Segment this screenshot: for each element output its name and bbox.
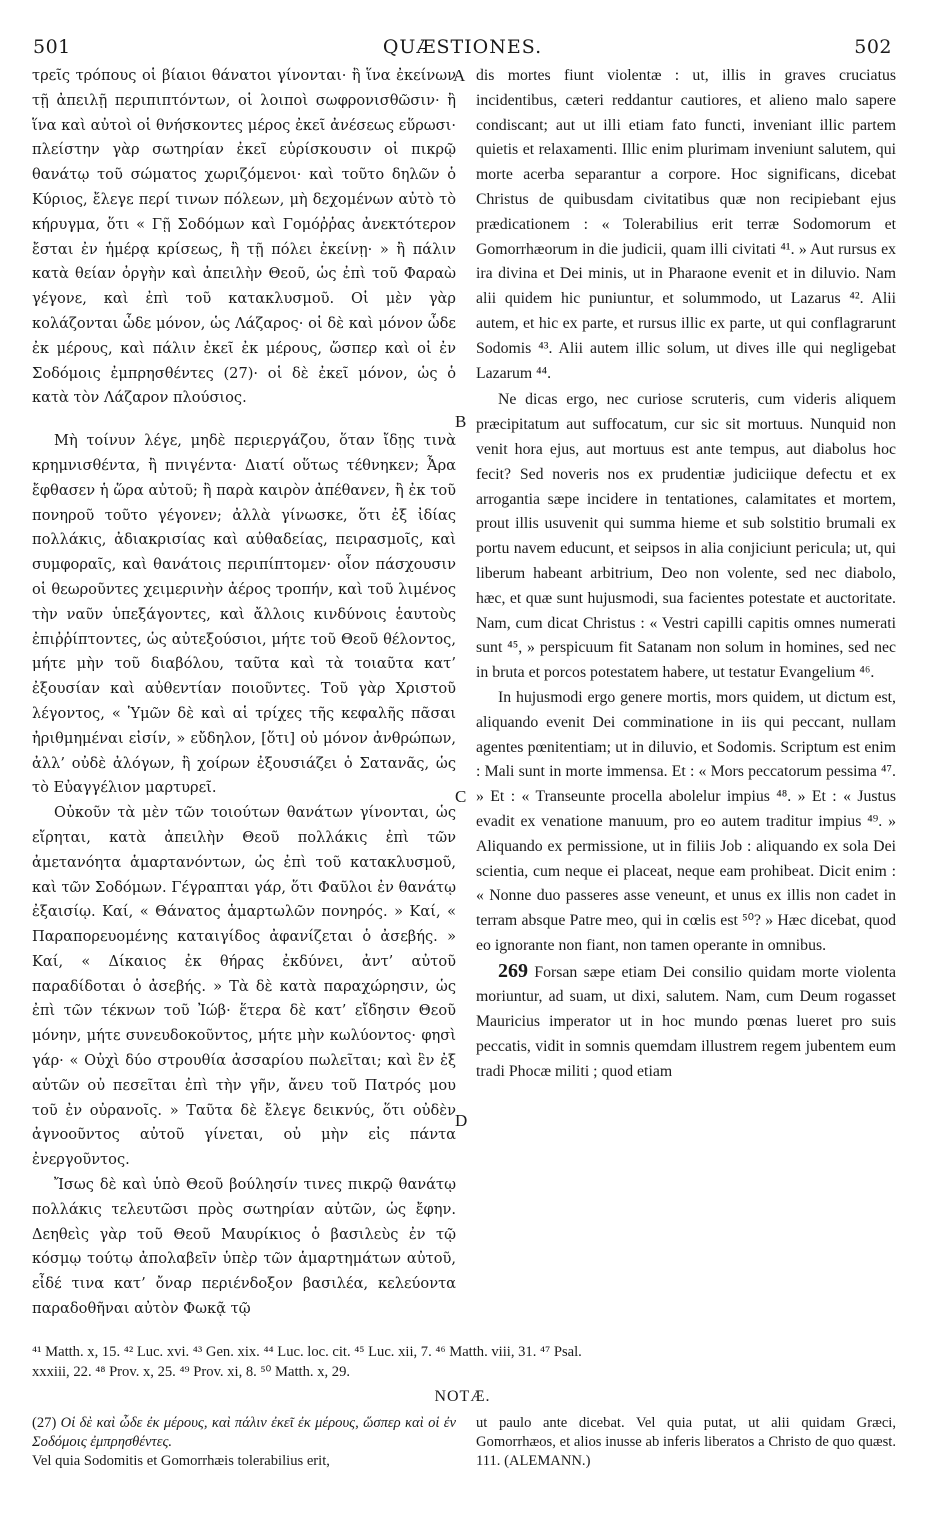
latin-paragraph-3: In hujusmodi ergo genere mortis, mors quidem, ut dictum est, aliquando evenit Dei comminatione in iis qui peccant, nullam agentes pœnitentiam; ut in diluvio, et Sodomis. Scriptum est enim : Mali sunt in morte immensa. Et : « Mors peccatorum pessima ⁴⁷. » Et : « Transeunte procella abolelur impius ⁴⁸. » Et : « Justus evadit ex venatione manuum, pro eo autem traditur impius ⁴⁹. » Aliquando ex permissione, ut in filiis Job : aliquando ex sola Dei scientia, cum neque ei placeat, neque eam prohibeat. Dicit enim : « Nonne duo passeres asse veneunt, et unus ex illis non cadet in terram absque Patre meo, qui in cœlis est ⁵⁰? » Hæc dicebat, quod eo ignorante non fiant, non tamen operante in omnibus.: [476, 688, 896, 954]
greek-paragraph-2: Μὴ τοίνυν λέγε, μηδὲ περιεργάζου, ὅταν ἴδῃς τινὰ κρημνισθέντα, ἢ πνιγέντα· Διατί οὕτως τέθνηκεν; Ἆρα ἔφθασεν ἡ ὥρα αὐτοῦ; ἢ παρὰ καιρὸν ἀπέθανεν, ἢ ἐκ τοῦ πονηροῦ τοῦτο γέγονεν; ἀλλὰ γίνωσκε, ὅτι ἐξ ἰδίας πολλάκις, ἀδιακρισίας καὶ αὐθαδείας, πειρασμοῖς, καὶ συμφοραῖς, καὶ θανάτοις περιπίπτομεν· οἷον πάσχουσιν οἱ θεωροῦντες χειμερινὴν ἀέρος τροπήν, καὶ τοῦ λιμένος τὴν ναῦν ὑπεξάγοντες, καὶ ἄλλοις κινδύνοις ἑαυτοὺς ἐπιῤῥίπτοντες, ὡς αὐτεξούσιοι, μήτε τοῦ Θεοῦ θέλοντος, μήτε μὴν τοῦ διαβόλου, ταῦτα καὶ τὰ τοιαῦτα κατ’ ἐξουσίαν καὶ αὐθεντίαν ποιοῦντες. Τοῦ γὰρ Χριστοῦ λέγοντος, « Ὑμῶν δὲ καὶ αἱ τρίχες τῆς κεφαλῆς πᾶσαι ἠριθμημέναι εἰσίν, » εὔδηλον, [ὅτι] οὐ μόνον ἀνθρώπων, ἀλλ’ οὐδὲ ἀλόγων, ἢ χοίρων ἐξουσιάζει ὁ Σατανᾶς, ὡς τὸ Εὐαγγέλιον μαρτυρεῖ.: [32, 432, 456, 797]
latin-paragraph-4-text: Forsan sæpe etiam Dei consilio quidam morte violenta moriuntur, ad suam, ut dixi, salutem. Nam, cum Deum rogasset Mauricius imperator ut in hoc mundo pœnas lueret pro suis peccatis, vidit in somnis quemdam illustrem regem jubentem eum tradi Phocæ militi ; quod etiam: [476, 963, 896, 1080]
note-number: (27): [32, 1415, 57, 1431]
greek-paragraph-1: τρεῖς τρόπους οἱ βίαιοι θάνατοι γίνονται· ἢ ἵνα ἐκείνων τῇ ἀπειλῇ περιπιπτόντων, οἱ λοιποὶ σωφρονισθῶσιν· ἢ ἵνα καὶ αὐτοὶ οἱ θνήσκοντες μέρος ἐκεῖ ἀνέσεως εὕρωσι· πλείστην γὰρ σωτηρίαν ἐκεῖ εὑρίσκουσιν οἱ πικρῷ θανάτῳ τοῦ σώματος χωριζόμενοι· καὶ τοῦτο δηλῶν ὁ Κύριος, ἔλεγε περί τινων πόλεων, μὴ δεχομένων αὐτὸ τὸ κήρυγμα, ὅτι « Γῇ Σοδόμων καὶ Γομόῤῥας ἀνεκτότερον ἔσται ἐν ἡμέρᾳ κρίσεως, ἢ τῇ πόλει ἐκείνῃ· » ἢ πάλιν κατὰ θείαν ὀργὴν καὶ ἀπειλὴν Θεοῦ, ὡς ἐπὶ τοῦ Φαραὼ γέγονε, καὶ ἐπὶ τοῦ κατακλυσμοῦ. Οἱ μὲν γὰρ κολάζονται ὧδε μόνον, ὡς Λάζαρος· οἱ δὲ καὶ μόνον ὧδε ἐκ μέρους, καὶ πάλιν ἐκεῖ ἐκ μέρους, ὥσπερ καὶ οἱ ἐν Σοδόμοις ἐμπρησθέντες (27)· οἱ δὲ ἐκεῖ μόνον, ὡς ὁ κατὰ τὸν Λάζαρον πλούσιος.: [32, 67, 456, 407]
greek-column: [32, 64, 456, 1322]
note-right-text: ut paulo ante dicebat. Vel quia putat, ut alii quidam Græci, Gomorrhæos, et alios inusse ab inferis liberatos a Christo de quo quæst. 111. (ALEMANN.): [476, 1415, 896, 1469]
column-number-right: 502: [854, 36, 892, 58]
column-number-left: 501: [33, 36, 71, 58]
footnote-line-2: xxxiii, 22. ⁴⁸ Prov. x, 25. ⁴⁹ Prov. xi, 8. ⁵⁰ Matth. x, 29.: [32, 1364, 351, 1380]
section-marker-a: A: [453, 66, 466, 85]
footnote-line-1: ⁴¹ Matth. x, 15. ⁴² Luc. xvi. ⁴³ Gen. xix. ⁴⁴ Luc. loc. cit. ⁴⁵ Luc. xii, 7. ⁴⁶ Matth. viii, 31. ⁴⁷ Psal.: [32, 1344, 582, 1360]
latin-paragraph-1: dis mortes fiunt violentæ : ut, illis in graves cruciatus incidentibus, cæteri reddantur cautiores, et alieno malo sapere condiscant; aut ut illi etiam fato functi, inveniant illic partem quietis et relaxamenti. Illic enim plurimam inveniunt salutem, qui morte acerba separantur a corpore. Hoc significans, dicebat Christus de quibusdam civitatibus quæ non recipiebant ejus prædicationem : « Tolerabilius erit terræ Sodomorum et Gomorrhæorum in die judicii, quam illi civitati ⁴¹. » Aut rursus ex ira divina et Dei minis, ut in Pharaone evenit et in diluvio. Nam alii quidem hic puniuntur, et solummodo, ut Lazarus ⁴². Alii autem, et hic ex parte, et rursus illic ex parte, ut qui conflagrarunt Sodomis ⁴³. Alii autem illic solum, ut dives ille qui negligebat Lazarum ⁴⁴.: [476, 67, 896, 382]
footnotes: [32, 1342, 894, 1382]
note-right: [476, 1414, 896, 1471]
section-marker-c: C: [455, 787, 467, 806]
note-left-latin: Vel quia Sodomitis et Gomorrhæis tolerabilius erit,: [32, 1453, 330, 1469]
latin-paragraph-4: [476, 959, 896, 1085]
latin-paragraph-2: Ne dicas ergo, nec curiose scruteris, cum videris aliquem præcipitatum aut suffocatum, cur sic sit mortuus. Nunquid non venit hora ejus, aut mortuus est ante tempus, aut diabolus hoc fecit? Sed noveris nos ex prudentiæ judiciique defectu et ex arrogantia sæpe incidere in tentationes, calamitates et mortem, prout illis usuvenit qui summa hieme et sub solstitio brumali ex portu navem educunt, et seipsos in alia conjiciunt pericula; ut, qui liberum habeant arbitrium, Deo non volente, sed nec diabolo, hæc, et quæ sunt hujusmodi, sua facientes potestate et auctoritate. Nam, cum dicat Christus : « Vestri capilli capitis omnes numerati sunt ⁴⁵, » perspicuum fit Satanam non solum in homines, sed nec in bruta et porcos potestatem habere, ut testatur Evangelium ⁴⁶.: [476, 391, 896, 682]
running-title: QUÆSTIONES.: [382, 36, 543, 58]
section-marker-d: D: [455, 1111, 468, 1130]
section-marker-b: B: [455, 412, 467, 431]
note-greek-quote: Οἱ δὲ καὶ ὧδε ἐκ μέρους, καὶ πάλιν ἐκεῖ ἐκ μέρους, ὥσπερ καὶ οἱ ἐν Σοδόμοις ἐμπρησθέντες.: [32, 1415, 456, 1450]
notes-heading: NOTÆ.: [434, 1388, 491, 1405]
greek-paragraph-3: Οὐκοῦν τὰ μὲν τῶν τοιούτων θανάτων γίνονται, ὡς εἴρηται, κατὰ ἀπειλὴν Θεοῦ πολλάκις ἐπὶ τῶν ἀμετανόητα ἁμαρτανόντων, ὡς ἐπὶ τοῦ κατακλυσμοῦ, καὶ τῶν Σοδόμων. Γέγραπται γάρ, ὅτι Φαῦλοι ἐν θανάτῳ ἐξαισίῳ. Καί, « Θάνατος ἁμαρτωλῶν πονηρός. » Καί, « Παραπορευομένης καταιγίδος ἀφανίζεται ὁ ἀσεβής. » Καί, « Δίκαιος ἐκ θήρας ἐκδύνει, ἀντ’ αὐτοῦ παραδίδοται ὁ ἀσεβής. » Τὰ δὲ κατὰ παραχώρησιν, ὡς ἐπὶ τῶν τέκνων τοῦ Ἰώβ· ἕτερα δὲ κατ’ εἴδησιν Θεοῦ μόνην, μήτε συνευδοκοῦντος, μήτε μὴν κωλύοντος· φησὶ γάρ· « Οὐχὶ δύο στρουθία ἀσσαρίου πωλεῖται; καὶ ἓν ἐξ αὐτῶν οὐ πεσεῖται ἐπὶ τὴν γῆν, ἄνευ τοῦ Πατρός μου τοῦ ἐν οὐρανοῖς. » Ταῦτα δὲ ἔλεγε δεικνύς, ὅτι οὐδὲν ἀγνοοῦντος αὐτοῦ γίνεται, οὐ μὴν εἰς πάντα ἐνεργοῦντος.: [32, 804, 456, 1169]
note-left: [32, 1414, 456, 1471]
greek-paragraph-4: Ἴσως δὲ καὶ ὑπὸ Θεοῦ βούλησίν τινες πικρῷ θανάτῳ πολλάκις τελευτῶσι πρὸς σωτηρίαν αὐτῶν, ὡς ἔφην. Δεηθεὶς γὰρ τοῦ Θεοῦ Μαυρίκιος ὁ βασιλεὺς ἐν τῷ κόσμῳ τούτῳ ἀπολαβεῖν ὑπὲρ τῶν ἁμαρτημάτων αὐτοῦ, εἶδέ τινα κατ’ ὄναρ περιένδοξον βασιλέα, κελεύοντα παραδοθῆναι αὐτὸν Φωκᾷ τῷ: [32, 1176, 456, 1318]
section-number: 269: [498, 959, 528, 982]
latin-column: [476, 64, 896, 1085]
